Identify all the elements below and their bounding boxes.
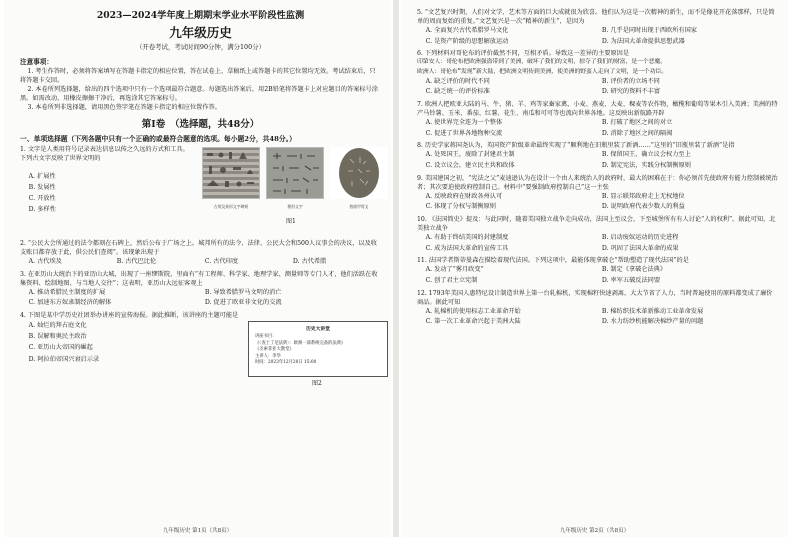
option: B. 启动废奴运动的历史进程 [601, 234, 679, 242]
poster-title: 历史大讲堂 [306, 325, 330, 332]
question-stem: 9. 美国建国之初，“宪法之父”麦迪逊认为在设计一个由人来统治人的政府时，最大的困难在于：你必须首先使政府有能力控制被统治者；其次要迫使政府控制自己。材料中“要强制政府控制自己”这一主张 [417, 174, 778, 191]
option: C. 开放性 [28, 195, 56, 203]
poster-line: 《〈查士丁尼法典〉：欧洲一部系统完备的法典》 [255, 340, 346, 346]
option: C. 是资产阶级的思想解放运动 [425, 37, 509, 45]
question-stem: 10. 《法国简史》提及：与此同时，随着美国独立战争走向成功，法国上至议会，下至城堡所有有人讨论“人的权利”。据此可知，北美独立战争 [417, 215, 776, 232]
option: D. 说明政府代表少数人的利益 [601, 203, 685, 211]
option: C. 体现了分权与制衡原则 [425, 203, 496, 211]
option: D. 率军五破反法同盟 [601, 276, 661, 284]
lecture-poster [248, 321, 388, 377]
quote: 欧洲人：哥伦布“发现”新大陆，把欧洲文明传到美洲，使美洲的野蛮人走向了文明，是一个功臣。 [417, 68, 668, 75]
page-gutter [393, 0, 399, 537]
quote: 印第安人：哥伦布把欧洲强盗带到了美洲，破坏了我们的文明，掠夺了我们的财富，是一个恶魔。 [417, 59, 666, 66]
question-8 [417, 141, 778, 171]
section-title: 第Ⅰ卷 （选择题，共48分） [141, 119, 260, 131]
option: A. 扩展性 [28, 172, 56, 180]
question-stem: 11. 法国学者斯蒂曼森在描绘着现代法国。下列这项中，最能体现拿破仑“帮助塑造了现代法国”的是 [417, 257, 689, 265]
option: A. 灿烂的拜占庭文化 [28, 322, 87, 330]
option: B. 打破了地区之间的对立 [601, 119, 673, 127]
option: D. 巩固了法国大革命的成果 [601, 244, 679, 252]
option: C. 成为法国大革命的宣传工具 [425, 244, 509, 252]
exam-note: （开卷考试，考试时间90分钟，满分100分） [136, 43, 265, 51]
option: C. 加速东方奴隶制经济的解体 [28, 299, 112, 307]
question-1 [20, 145, 381, 237]
option: C. 古代印度 [204, 257, 239, 265]
question-stem: 4. 下图是某中学历史社团举办讲座的宣传海报。据此推断，该讲座的主题可能是 [20, 311, 239, 319]
option: A. 古代埃及 [28, 257, 62, 265]
figure-1 [198, 145, 391, 231]
question-12 [417, 289, 778, 328]
question-stem: 2. “公民大会所通过的法令都刻在石碑上，然后公布于广场之上。城邦所有的法令、法律、公民大会和500人议事会的决议，以及收支账目都存放于此，供公民们查阅”。该现象出现于 [20, 239, 377, 256]
part-title: 一、单项选择题（下列各题中只有一个正确的或最符合题意的选项。每小题2分，共48分。） [20, 135, 296, 144]
option: A. 缺乏评价的时代不同 [425, 77, 490, 85]
cuneiform-marks [267, 148, 323, 198]
option: A. 推动希腊民主制度的扩展 [28, 288, 106, 296]
option: A. 全面复兴古代希腊罗马文化 [425, 27, 509, 35]
option: A. 有助于终结美国的封建制度 [425, 234, 509, 242]
question-7 [417, 100, 778, 139]
exam-title: 2023—2024学年度上期期末学业水平阶段性监测 [96, 10, 305, 21]
poster-line: 主讲人：李华 [255, 353, 281, 359]
option: A. 处死国王，废除了封建君主制 [425, 151, 515, 159]
option: C. 缺乏统一的评价标准 [425, 88, 490, 96]
question-stem: 3. 在亚历山大统治下的亚历山大城，出现了一座缪斯院，里面有“有工程师、科学家、地理学家、测量师等专门人才，他们活跃在收集资料、绘制地图、与当地人交往”；这表明，亚历山大远征客观上 [20, 270, 378, 287]
question-4 [20, 311, 381, 387]
option: B. 制定《拿破仑法典》 [601, 266, 667, 274]
question-stem: 12. 1793年美国人惠特尼设计制造世界上第一台轧棉机，实现棉籽快速剥离，大大节省了人力，当时普遍使用的原料都变成了廉价商品。据此可知 [417, 289, 773, 306]
option: A. 反映政府在财政各州认可 [425, 192, 503, 200]
notice-heading: 注意事项： [20, 58, 53, 66]
question-stem: 6. 下列材料对哥伦布的评价截然不同，互相矛盾。导致这一差异的主要原因是 [417, 50, 630, 58]
exam-page-1 [4, 0, 391, 537]
figure-caption: 古埃及象形文字碑刻 [213, 203, 249, 209]
figure-label: 图1 [286, 217, 296, 225]
option: B. 几乎是同时出现于西欧所有国家 [601, 27, 697, 35]
option: C. 创了君主立宪制 [425, 276, 478, 284]
hieroglyph-glyphs [203, 148, 259, 198]
exam-subject: 九年级历史 [169, 25, 232, 40]
option: D. 多样性 [28, 206, 56, 214]
poster-line: 《圣索菲亚大教堂》 [255, 347, 294, 353]
question-stem: 5. “文艺复兴时期，人们对文学、艺术等方面的巨大成就很为欣喜。他们认为这是一次精神的新生，而不是像花开花落那样，只是简单的周而复始的重复。”文艺复兴是一次“精神的新生”，是因为 [417, 9, 775, 26]
poster-line: 时间：2023年12月20日 15:00 [255, 359, 317, 365]
option: B. 棉纺织技术革新推动工业革命发展 [601, 307, 704, 315]
option: A. 使世界完全连为一个整体 [425, 119, 503, 127]
option: D. 促进了欧亚非文化的交流 [204, 299, 282, 307]
option: B. 导致希腊罗马文明的消亡 [204, 288, 282, 296]
page-footer: 九年级历史 第2页（共8页） [559, 528, 630, 534]
option: B. 保留国王，确立议会权力至上 [601, 151, 691, 159]
notice-item: 3. 本卷所列非选择题，请用黑色签字笔在答题卡指定的相应位置作答。 [27, 104, 221, 112]
notice-item: 2. 本卷所列选择题，给出的四个选项中只有一个选项最符合题意。每题选出答案后，用2B铅笔将答题卡上对应题目的答案标号涂黑。如需改动，用橡皮擦擦干净后，再选涂其它答案标号。 [20, 86, 378, 103]
notice-item: 1. 考生作答时，必须将答案填写在答题卡指定的相应位置，答在试卷上、草稿纸上或答题卡的其它位置均无效。考试结束后，只将答题卡交回。 [20, 68, 376, 85]
option: C. 设立议会，建立民主共和政体 [425, 161, 515, 169]
figure-caption: 楔形文字 [287, 203, 303, 209]
option: B. 古代巴比伦 [116, 257, 157, 265]
option: B. 评价者的立场不同 [601, 77, 660, 85]
option: B. 发展性 [28, 183, 56, 191]
question-3 [20, 270, 381, 309]
option: A. 发动了“雾月政变” [425, 266, 484, 274]
option: B. 显示联邦政府走上无权地位 [601, 192, 685, 200]
oracle-bone-shell [330, 147, 388, 199]
question-11 [417, 256, 778, 286]
question-stem: 7. 欧洲人把欧亚大陆的马、牛、猪、羊、鸡等家畜家禽，小麦、燕麦、大麦、稞麦等农作物，橄榄和葡萄等果木引入美洲；美洲的特产马铃薯、玉米、番茄、红薯、花生、南瓜和可可等也流向世界各地。这反映出新航路开辟 [417, 100, 778, 117]
option: A. 轧棉机的使用标志工业革命开始 [425, 307, 521, 315]
option: D. 水力纺纱机能解决棉纱产量的问题 [601, 318, 704, 326]
exam-page-2 [401, 0, 788, 537]
cuneiform-image [266, 147, 324, 199]
option: D. 研究的资料不丰富 [601, 88, 661, 96]
option: D. 消除了地区之间的隔阂 [601, 129, 673, 137]
option: D. 古代希腊 [292, 257, 327, 265]
question-5 [417, 8, 778, 47]
option: C. 促进了世界各地物种交流 [425, 129, 503, 137]
question-6 [417, 49, 778, 97]
question-stem: 1. 文字是人类用符号记录表达信息以传之久远的方式和工具。下列古文字反映了世界文明的 [20, 145, 189, 162]
poster-line: 讲座书目： [255, 334, 277, 340]
option: B. 误解和奥民主政治 [28, 333, 87, 341]
question-9 [417, 174, 778, 213]
figure-label: 图2 [312, 379, 322, 387]
hieroglyph-image [202, 147, 260, 199]
question-10 [417, 215, 778, 254]
question-stem: 8. 历史学家蒋国尧认为，英国资产阶级革命最终实现了“顺利地在旧瓶里装了新酒……”这里的“旧瓶里装了新酒”是指 [417, 142, 735, 150]
figure-caption: 殷商甲骨文 [349, 203, 369, 209]
option: D. 阿拉伯帝国兴衰启示录 [28, 355, 100, 363]
question-2 [20, 239, 381, 268]
option: C. 第一次工业革命兴起于美洲大陆 [425, 318, 521, 326]
oracle-bone-image [330, 147, 388, 199]
page-footer: 九年级历史 第1页（共8页） [162, 528, 233, 534]
option: C. 亚历山大帝国的崛起 [28, 344, 93, 352]
option: D. 为法国大革命提供思想武器 [601, 37, 685, 45]
option: D. 制定宪法，实践分权制衡原则 [601, 161, 691, 169]
